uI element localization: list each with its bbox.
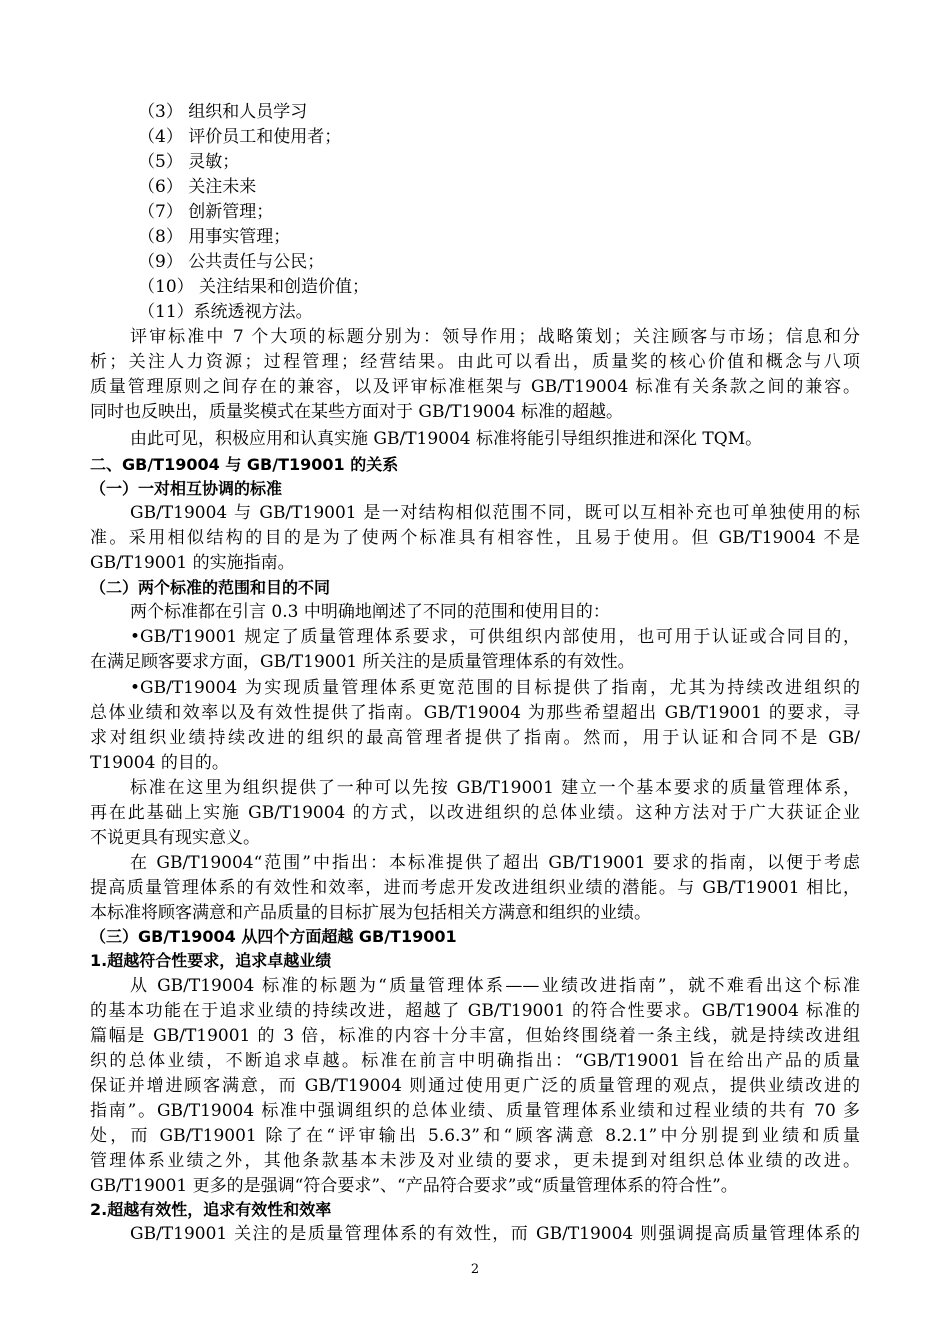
paragraph-line: 不说更具有现实意义。 [90, 828, 260, 848]
list-item: （11）系统透视方法。 [138, 302, 313, 322]
section-heading: 二、GB/T19004 与 GB/T19001 的关系 [90, 455, 399, 474]
list-item: （8） 用事实管理； [138, 227, 291, 247]
paragraph-line: 准。采用相似结构的目的是为了使两个标准具有相容性，且易于使用。但 GB/T19004 不是 [90, 528, 860, 548]
paragraph-line: 保证并增进顾客满意，而 GB/T19004 则通过使用更广泛的质量管理的观点，提供业绩改进的 [90, 1076, 860, 1096]
list-item: （7） 创新管理； [138, 202, 274, 222]
bullet-line: 总体业绩和效率以及有效性提供了指南。GB/T19004 为那些希望超出 GB/T19001 的要求，寻 [90, 703, 860, 723]
paragraph-line: 析；关注人力资源；过程管理；经营结果。由此可以看出，质量奖的核心价值和概念与八项 [90, 352, 860, 372]
paragraph-line: 管理体系业绩之外，其他条款基本未涉及对业绩的要求，更未提到对组织总体业绩的改进。 [90, 1151, 860, 1171]
paragraph-line: 再在此基础上实施 GB/T19004 的方式，以改进组织的总体业绩。这种方法对于广大获证企业 [90, 803, 860, 823]
list-item: （4） 评价员工和使用者； [138, 127, 342, 147]
paragraph-line: 由此可见，积极应用和认真实施 GB/T19004 标准将能引导组织推进和深化 TQM。 [130, 429, 763, 449]
paragraph-line: GB/T19001 关注的是质量管理体系的有效性，而 GB/T19004 则强调提高质量管理体系的 [130, 1224, 860, 1244]
paragraph-line: 同时也反映出，质量奖模式在某些方面对于 GB/T19004 标准的超越。 [90, 402, 624, 422]
subsection-heading: （三）GB/T19004 从四个方面超越 GB/T19001 [90, 927, 457, 946]
paragraph-line: 织的总体业绩，不断追求卓越。标准在前言中明确指出：“GB/T19001 旨在给出产品的质量 [90, 1051, 860, 1071]
bullet-line: 在满足顾客要求方面，GB/T19001 所关注的是质量管理体系的有效性。 [90, 652, 635, 672]
list-item: （10） 关注结果和创造价值； [138, 277, 370, 297]
paragraph-line: GB/T19001 的实施指南。 [90, 553, 295, 573]
bullet-line: •GB/T19001 规定了质量管理体系要求，可供组织内部使用，也可用于认证或合同目的， [130, 627, 860, 647]
list-item: （3） 组织和人员学习 [138, 102, 308, 122]
paragraph-line: 从 GB/T19004 标准的标题为“质量管理体系——业绩改进指南”，就不难看出这个标准 [130, 976, 860, 996]
paragraph-line: GB/T19001 更多的是强调“符合要求”、“产品符合要求”或“质量管理体系的符合性”。 [90, 1176, 738, 1196]
paragraph-line: 篇幅是 GB/T19001 的 3 倍，标准的内容十分丰富，但始终围绕着一条主线，就是持续改进组 [90, 1026, 860, 1046]
paragraph-line: 提高质量管理体系的有效性和效率，进而考虑开发改进组织业绩的潜能。与 GB/T19001 相比， [90, 878, 860, 898]
bullet-line: T19004 的目的。 [90, 753, 229, 773]
subsection-heading: （二）两个标准的范围和目的不同 [90, 578, 331, 597]
list-item: （5） 灵敏； [138, 152, 240, 172]
paragraph-line: 指南”。GB/T19004 标准中强调组织的总体业绩、质量管理体系业绩和过程业绩的共有 70 多 [90, 1101, 860, 1121]
subsection-heading: （一）一对相互协调的标准 [90, 479, 283, 498]
paragraph-line: 的基本功能在于追求业绩的持续改进，超越了 GB/T19001 的符合性要求。GB/T19004 标准的 [90, 1001, 860, 1021]
list-item: （9） 公共责任与公民； [138, 252, 325, 272]
bullet-line: 求对组织业绩持续改进的组织的最高管理者提供了指南。然而，用于认证和合同不是 GB/ [90, 728, 860, 748]
paragraph-line: 标准在这里为组织提供了一种可以先按 GB/T19001 建立一个基本要求的质量管理体系， [130, 778, 860, 798]
bullet-line: •GB/T19004 为实现质量管理体系更宽范围的目标提供了指南，尤其为持续改进组织的 [130, 678, 860, 698]
paragraph-line: 在 GB/T19004“范围”中指出：本标准提供了超出 GB/T19001 要求的指南，以便于考虑 [130, 853, 860, 873]
subsection-heading: 2.超越有效性，追求有效性和效率 [90, 1200, 332, 1219]
paragraph-line: GB/T19004 与 GB/T19001 是一对结构相似范围不同，既可以互相补充也可单独使用的标 [130, 503, 860, 523]
paragraph-line: 质量管理原则之间存在的兼容，以及评审标准框架与 GB/T19004 标准有关条款之间的兼容。 [90, 377, 860, 397]
paragraph-line: 评审标准中 7 个大项的标题分别为：领导作用；战略策划；关注顾客与市场；信息和分 [130, 327, 860, 347]
paragraph-line: 本标准将顾客满意和产品质量的目标扩展为包括相关方满意和组织的业绩。 [90, 903, 651, 923]
paragraph-line: 两个标准都在引言 0.3 中明确地阐述了不同的范围和使用目的： [130, 602, 610, 622]
subsection-heading: 1.超越符合性要求，追求卓越业绩 [90, 951, 332, 970]
list-item: （6） 关注未来 [138, 177, 257, 197]
page-number: 2 [470, 1262, 480, 1277]
paragraph-line: 处，而 GB/T19001 除了在“评审输出 5.6.3”和“顾客满意 8.2.1”中分别提到业绩和质量 [90, 1126, 860, 1146]
